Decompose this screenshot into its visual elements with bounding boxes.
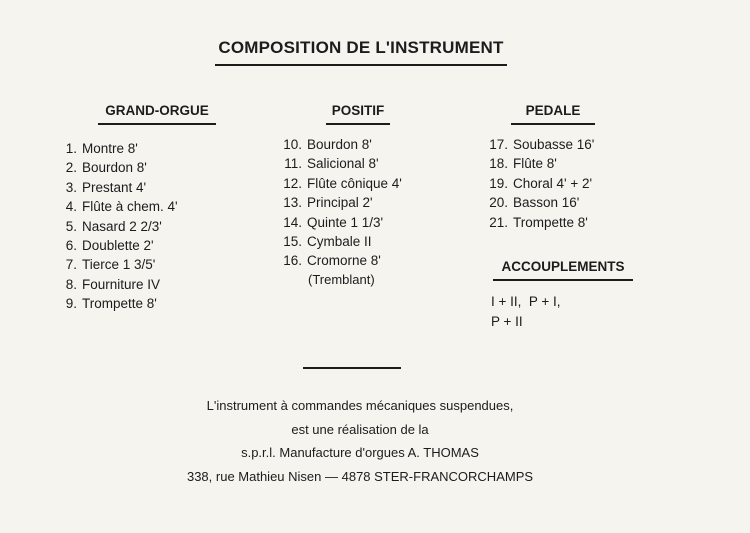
stop-number: 21. [489,214,508,230]
stop-row [483,154,594,173]
stop-number: 9. [65,296,77,312]
stop-row [483,213,594,232]
stop-row [55,236,178,255]
stop-name: Flûte cônique 4' [307,175,402,191]
stop-number: 11. [284,156,302,172]
stop-number: 13. [283,195,302,211]
coupler-line: I + II, P + I, [491,294,561,309]
stop-name: Principal 2' [307,195,373,211]
stop-name: Prestant 4' [82,179,147,195]
grand-orgue-stop-list [55,139,178,314]
stop-row [55,217,178,236]
stop-row [277,213,402,232]
stop-number: 12. [283,175,302,191]
stop-name: Nasard 2 2/3' [82,218,162,234]
stop-name: Salicional 8' [307,156,379,172]
stop-number: 6. [65,238,77,254]
stop-row [55,294,178,313]
stop-name: Cromorne 8' [307,253,381,269]
stop-name: Bourdon 8' [307,137,372,152]
pedale-stop-list [483,135,594,232]
stop-number: 10. [283,137,302,152]
stop-number: 8. [65,276,77,292]
stop-number: 4. [65,199,77,215]
stop-name: Doublette 2' [82,238,154,254]
stop-number: 14. [283,214,302,230]
accouplements-heading: ACCOUPLEMENTS [493,259,633,281]
credit-line: s.p.r.l. Manufacture d'orgues A. THOMAS [241,445,479,460]
stop-row [483,193,594,212]
stop-number: 3. [65,179,77,195]
stop-number: 17. [489,137,508,152]
coupler-line: P + II [491,314,523,329]
stop-name: Trompette 8' [82,296,157,312]
stop-row [55,178,178,197]
stop-row [483,174,594,193]
stop-number: 2. [65,160,77,176]
stop-row [55,255,178,274]
stop-name: Flûte 8' [513,156,557,172]
stop-number: 19. [489,175,508,191]
stop-number: 16. [283,253,302,269]
stop-row [277,174,402,193]
stop-name: Tierce 1 3/5' [82,257,156,273]
stop-name: Flûte à chem. 4' [82,199,178,215]
stop-name: Bourdon 8' [82,160,147,176]
stop-row [55,158,178,177]
page-title: COMPOSITION DE L'INSTRUMENT [215,38,507,66]
stop-name: Soubasse 16' [513,137,595,152]
credit-line: est une réalisation de la [291,422,429,437]
stop-number: 7. [65,257,77,273]
stop-name: Fourniture IV [82,276,161,292]
stop-name: Trompette 8' [513,214,588,230]
stop-name: Quinte 1 1/3' [307,214,384,230]
stop-name: Choral 4' + 2' [513,175,593,191]
stop-row [55,139,178,158]
stop-row [55,197,178,216]
stop-row [277,193,402,212]
positif-heading: POSITIF [326,103,390,125]
tremblant-note: (Tremblant) [308,272,375,287]
stop-name: Cymbale II [307,234,372,250]
stop-row [277,251,402,270]
stop-row [483,135,594,154]
stop-name: Basson 16' [513,195,580,211]
stop-number: 5. [65,218,77,234]
stop-row [55,275,178,294]
section-divider [303,367,401,369]
stop-number: 18. [489,156,508,172]
stop-number: 15. [283,234,302,250]
positif-stop-list [277,135,402,271]
stop-name: Montre 8' [82,141,138,156]
stop-row [277,232,402,251]
credit-line: 338, rue Mathieu Nisen — 4878 STER-FRANCORCHAMPS [186,469,534,484]
coupler-list [491,292,561,332]
stop-row [277,135,402,154]
stop-number: 1. [65,141,77,156]
stop-row [277,154,402,173]
grand-orgue-heading: GRAND-ORGUE [98,103,216,125]
credit-line: L'instrument à commandes mécaniques suspendues, [206,398,514,413]
stop-number: 20. [489,195,508,211]
builder-credits [140,398,580,498]
pedale-heading: PEDALE [511,103,595,125]
